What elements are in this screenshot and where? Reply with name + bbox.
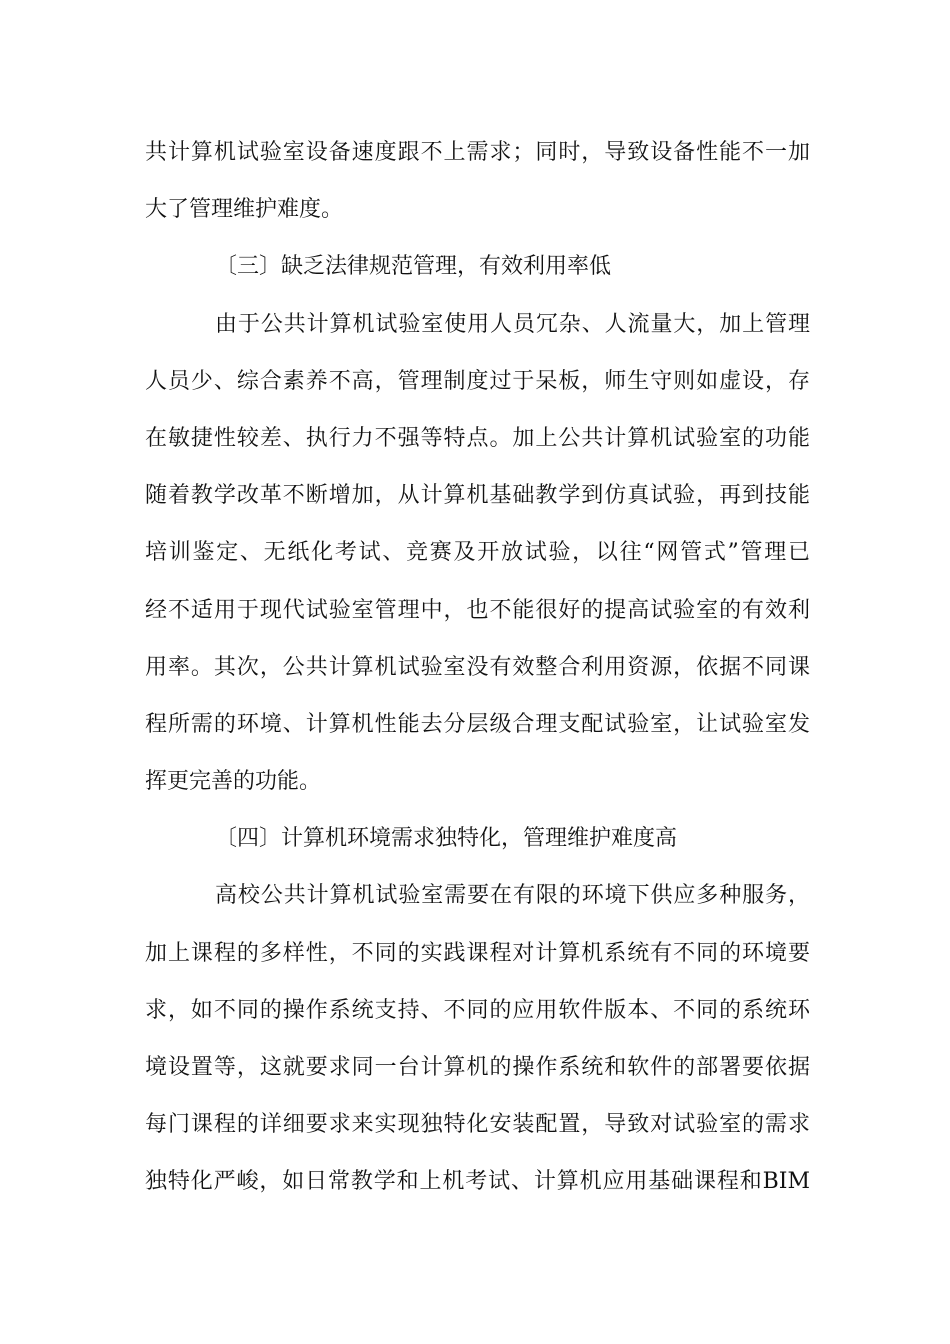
body-text-line: 随着教学改革不断增加，从计算机基础教学到仿真试验，再到技能 (145, 483, 810, 508)
body-text-line: 每门课程的详细要求来实现独特化安装配置，导致对试验室的需求 (145, 1112, 810, 1137)
body-text-line: 加上课程的多样性，不同的实践课程对计算机系统有不同的环境要 (145, 941, 810, 966)
body-text-line: 培训鉴定、无纸化考试、竞赛及开放试验，以往“网管式”管理已 (145, 540, 810, 565)
body-text-line: 用率。其次，公共计算机试验室没有效整合利用资源，依据不同课 (145, 655, 810, 680)
body-text-line: 大了管理维护难度。 (145, 197, 344, 222)
paragraph-first-line: 由于公共计算机试验室使用人员冗杂、人流量大，加上管理 (215, 312, 810, 337)
body-text-line: 挥更完善的功能。 (145, 769, 322, 794)
paragraph-first-line: 高校公共计算机试验室需要在有限的环境下供应多种服务， (215, 883, 810, 908)
body-text-line: 人员少、综合素养不高，管理制度过于呆板，师生守则如虚设，存 (145, 369, 810, 394)
section-heading: 〔四〕计算机环境需求独特化，管理维护难度高 (215, 826, 678, 851)
section-heading: 〔三〕缺乏法律规范管理，有效利用率低 (215, 254, 612, 279)
body-text-line: 经不适用于现代试验室管理中，也不能很好的提高试验室的有效利 (145, 598, 810, 623)
body-text-line: 求，如不同的操作系统支持、不同的应用软件版本、不同的系统环 (145, 998, 810, 1023)
body-text-line: 境设置等，这就要求同一台计算机的操作系统和软件的部署要依据 (145, 1055, 810, 1080)
body-text-line: 独特化严峻，如日常教学和上机考试、计算机应用基础课程和BIM (145, 1169, 810, 1194)
body-text-line: 程所需的环境、计算机性能去分层级合理支配试验室，让试验室发 (145, 712, 810, 737)
body-text-line: 共计算机试验室设备速度跟不上需求；同时，导致设备性能不一加 (145, 140, 810, 165)
body-text-line: 在敏捷性较差、执行力不强等特点。加上公共计算机试验室的功能 (145, 426, 810, 451)
